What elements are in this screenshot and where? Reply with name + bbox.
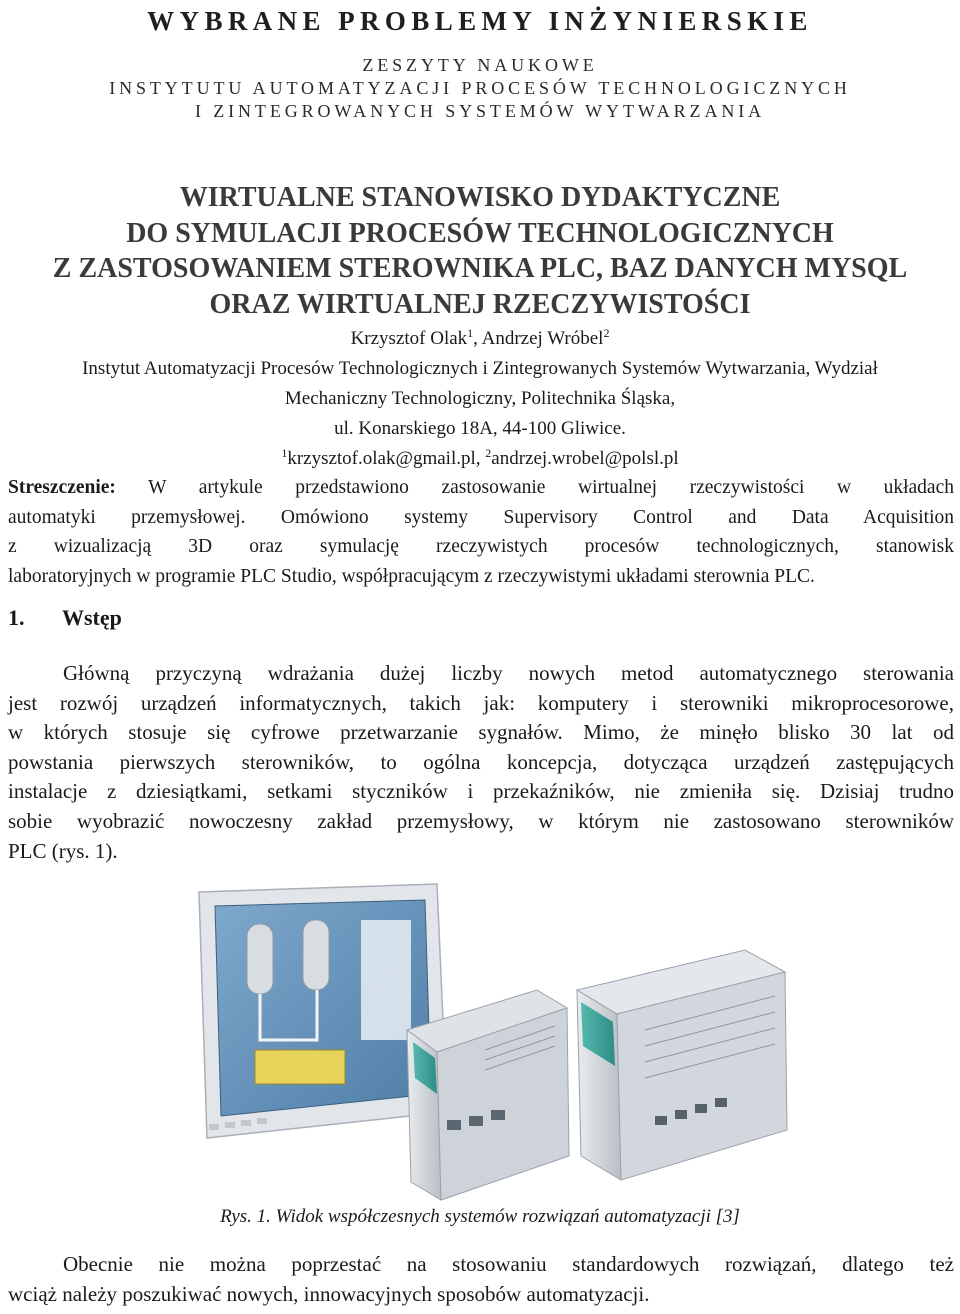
paragraph-line: powstania pierwszych sterowników, to ogólna koncepcja, dotycząca urządzeń zastępujących [8,749,954,774]
paper-title-line: ORAZ WIRTUALNEJ RZECZYWISTOŚCI [209,288,751,320]
figure-caption: Rys. 1. Widok współczesnych systemów rozwiązań automatyzacji [3] [220,1206,740,1227]
email-link[interactable]: andrzej.wrobel@polsl.pl [491,448,679,469]
abstract-line: z wizualizacją 3D oraz symulację rzeczywistych procesów technologicznych, stanowisk [8,536,954,557]
paper-title [0,180,960,322]
section-title: Wstęp [62,605,122,630]
series-subtitle-line-1: ZESZYTY NAUKOWE [362,55,598,75]
rack-pc-image [577,950,787,1180]
affiliation-mark: 1 [281,446,288,460]
section-number: 1. [8,605,25,630]
author-block [0,324,960,474]
author-name: Andrzej Wróbel [481,328,604,349]
paragraph-line: sobie wyobrazić nowoczesny zakład przemysłowy, w którym nie zastosowano sterowników [8,808,954,833]
affiliation-line: Instytut Automatyzacji Procesów Technologicznych i Zintegrowanych Systemów Wytwarzania, Wydział [82,358,878,379]
paragraph-line: jest rozwój urządzeń informatycznych, takich jak: komputery i sterowniki mikroprocesorowe, [8,690,954,715]
series-subtitle-line-3: I ZINTEGROWANYCH SYSTEMÓW WYTWARZANIA [194,101,766,121]
abstract-line: automatyki przemysłowej. Omówiono systemy Supervisory Control and Data Acquisition [8,506,954,528]
author-separator: , [473,328,482,349]
series-title: WYBRANE PROBLEMY INŻYNIERSKIE [147,6,813,36]
email-link[interactable]: krzysztof.olak@gmail.pl, [287,448,486,469]
author-emails [0,444,960,474]
series-subtitle-line-2: INSTYTUTU AUTOMATYZACJI PROCESÓW TECHNOLOGICZNYCH [109,78,851,98]
abstract-label: Streszczenie: [8,477,116,498]
affiliation-line: ul. Konarskiego 18A, 44-100 Gliwice. [334,418,626,439]
abstract-line: laboratoryjnych w programie PLC Studio, współpracującym z rzeczywistymi układami sterownia PLC. [8,565,815,587]
affiliation-mark: 2 [603,326,610,340]
paper-title-line: Z ZASTOSOWANIEM STEROWNIKA PLC, BAZ DANYCH MYSQL [52,253,908,284]
section-heading [8,605,122,631]
paper-title-line: WIRTUALNE STANOWISKO DYDAKTYCZNE [179,182,781,213]
paragraph-line: instalacje z dziesiątkami, setkami styczników i przekaźników, nie zmieniła się. Dzisiaj trudno [8,779,954,804]
body-paragraph [8,1250,954,1309]
paragraph-line: PLC (rys. 1). [8,838,118,863]
paragraph-line: w których stosuje się cyfrowe przetwarzanie sygnałów. Mimo, że minęło blisko 30 lat od [8,720,954,745]
abstract [8,473,954,591]
author-names [0,324,960,354]
affiliation-line: Mechaniczny Technologiczny, Politechnika Śląska, [284,388,676,409]
paper-title-line: DO SYMULACJI PROCESÓW TECHNOLOGICZNYCH [126,217,834,249]
paragraph-line: wciąż należy poszukiwać nowych, innowacyjnych sposobów automatyzacji. [8,1281,650,1306]
abstract-line [8,473,954,503]
figure-automation-devices [185,880,805,1202]
abstract-text: W artykule przedstawiono zastosowanie wirtualnej rzeczywistości w układach [115,477,954,498]
paragraph-line: Obecnie nie można poprzestać na stosowaniu standardowych rozwiązań, dlatego też [63,1252,954,1276]
affiliation-mark: 2 [485,446,492,460]
author-name: Krzysztof Olak [350,328,468,349]
body-paragraph [8,659,954,866]
affiliation-mark: 1 [467,326,474,340]
paragraph-line: Główną przyczyną wdrażania dużej liczby nowych metod automatycznego sterowania [63,661,954,685]
